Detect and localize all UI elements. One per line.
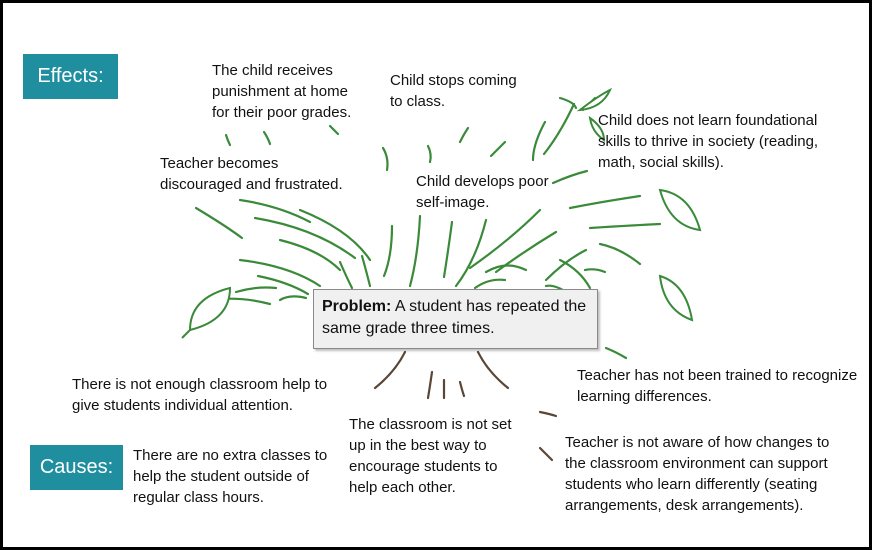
branch bbox=[196, 208, 242, 238]
branch bbox=[491, 142, 505, 156]
root bbox=[478, 352, 508, 388]
branch bbox=[280, 296, 306, 300]
branch bbox=[236, 288, 276, 293]
branch bbox=[300, 210, 370, 260]
branch bbox=[384, 226, 392, 276]
branch bbox=[544, 104, 574, 154]
root bbox=[540, 412, 556, 416]
leaf bbox=[660, 276, 692, 320]
effect-teacher-discouraged: Teacher becomes discouraged and frustrated. bbox=[160, 155, 343, 193]
branch bbox=[486, 265, 526, 272]
effect-no-foundational-skills: Child does not learn foundational skills to thrive in society (reading, math, social skills). bbox=[598, 112, 819, 171]
branch bbox=[226, 135, 230, 145]
effect-punishment-at-home: The child receives punishment at home for their poor grades. bbox=[212, 62, 352, 121]
branch bbox=[264, 132, 270, 144]
branch bbox=[570, 196, 640, 208]
root bbox=[428, 372, 432, 398]
effects-label: Effects: bbox=[23, 54, 118, 99]
branch bbox=[255, 218, 355, 258]
branch bbox=[590, 224, 660, 228]
branch bbox=[456, 220, 486, 286]
branch bbox=[330, 126, 338, 134]
cause-classroom-setup: The classroom is not set up in the best way to encourage students to help each other. bbox=[349, 416, 512, 496]
effect-stops-coming-to-class: Child stops coming to class. bbox=[390, 72, 517, 110]
leaf bbox=[580, 90, 610, 110]
branch bbox=[410, 216, 420, 286]
leaf bbox=[182, 330, 190, 338]
branch bbox=[240, 200, 310, 222]
branch bbox=[475, 280, 505, 288]
branch bbox=[280, 240, 340, 270]
cause-no-extra-classes: There are no extra classes to help the student outside of regular class hours. bbox=[133, 447, 328, 506]
effect-poor-self-image: Child develops poor self-image. bbox=[416, 173, 549, 211]
branch bbox=[383, 148, 388, 170]
leaf bbox=[190, 288, 230, 330]
root bbox=[540, 448, 552, 460]
cause-environment-changes: Teacher is not aware of how changes to the classroom environment can support students who learn differently (seating arrangements, desk arrangements). bbox=[565, 434, 830, 514]
branch bbox=[553, 171, 587, 183]
branch bbox=[340, 262, 352, 288]
problem-heading: Problem: bbox=[322, 298, 392, 315]
branch bbox=[258, 276, 308, 294]
cause-not-enough-help: There is not enough classroom help to give students individual attention. bbox=[72, 376, 328, 414]
branch bbox=[585, 269, 605, 272]
branch bbox=[606, 348, 626, 358]
branch bbox=[362, 256, 370, 286]
branch bbox=[444, 222, 452, 277]
root bbox=[460, 382, 464, 396]
cause-teacher-not-trained: Teacher has not been trained to recognize learning differences. bbox=[577, 367, 858, 405]
branch bbox=[428, 146, 431, 162]
root bbox=[375, 352, 405, 388]
problem-text: A student has repeated the same grade three times. bbox=[322, 298, 587, 337]
leaf bbox=[660, 190, 700, 230]
problem-statement-box bbox=[313, 289, 598, 349]
branch bbox=[460, 128, 468, 142]
causes-label: Causes: bbox=[30, 445, 123, 490]
branch bbox=[600, 244, 640, 264]
